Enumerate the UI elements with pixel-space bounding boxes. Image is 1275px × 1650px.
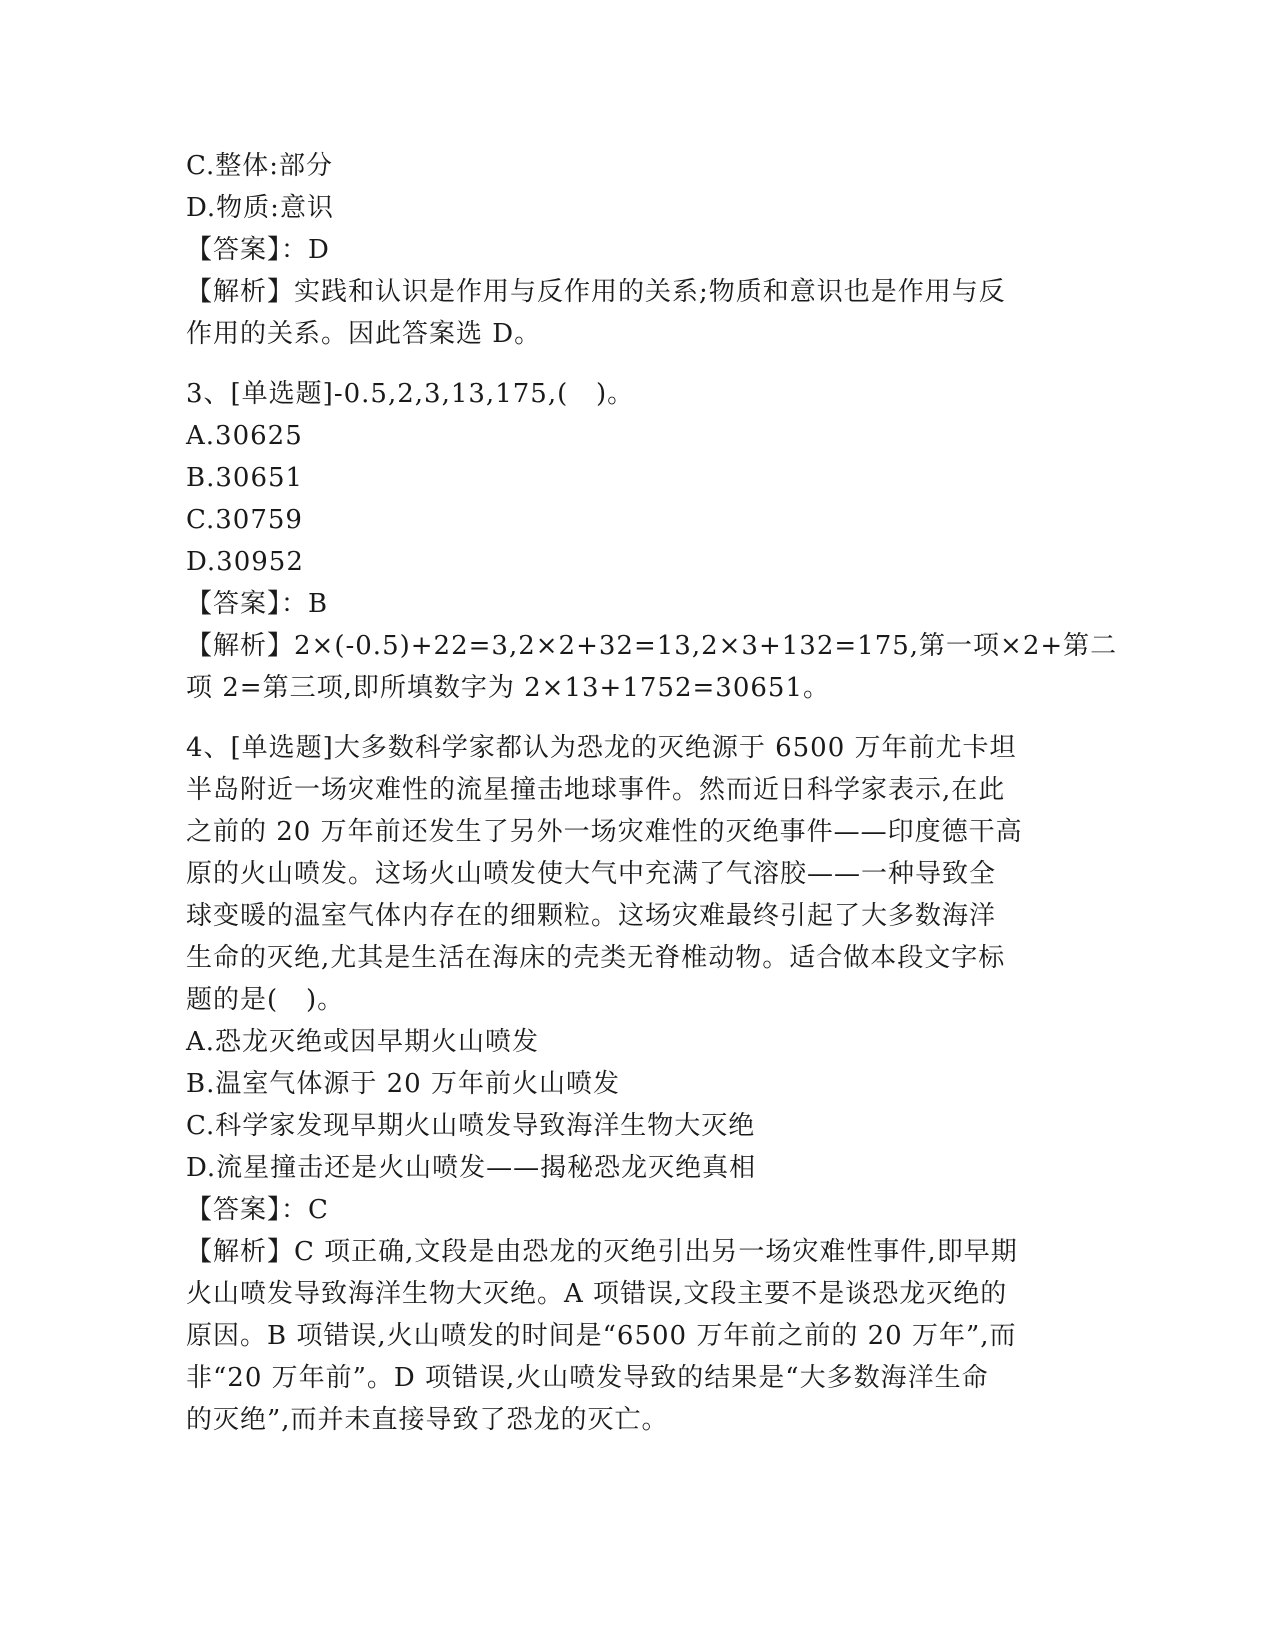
text-line: 作用的关系。因此答案选 D。	[186, 319, 542, 349]
text-line: C.30759	[186, 505, 303, 535]
block-gap	[186, 709, 1086, 727]
text-line: C.整体:部分	[186, 151, 333, 181]
text-line: 【答案】：C	[186, 1195, 329, 1225]
text-line: D.物质:意识	[186, 193, 334, 223]
text-line: 【答案】：D	[186, 235, 330, 265]
text-line: 生命的灭绝,尤其是生活在海床的壳类无脊椎动物。适合做本段文字标	[186, 943, 1006, 973]
text-line: C.科学家发现早期火山喷发导致海洋生物大灭绝	[186, 1111, 756, 1141]
text-line: 原的火山喷发。这场火山喷发使大气中充满了气溶胶——一种导致全	[186, 859, 997, 889]
text-line: 球变暖的温室气体内存在的细颗粒。这场灾难最终引起了大多数海洋	[186, 901, 997, 931]
text-line: D.30952	[186, 547, 304, 577]
text-line: A.恐龙灭绝或因早期火山喷发	[186, 1027, 540, 1057]
text-line: B.温室气体源于 20 万年前火山喷发	[186, 1069, 620, 1099]
question-block-q2-tail	[186, 145, 1086, 355]
text-line: B.30651	[186, 463, 304, 493]
text-line: 半岛附近一场灾难性的流星撞击地球事件。然而近日科学家表示,在此	[186, 775, 1006, 805]
question-block-q3	[186, 373, 1118, 709]
text-line: 【解析】实践和认识是作用与反作用的关系;物质和意识也是作用与反	[186, 277, 1006, 307]
text-line: D.流星撞击还是火山喷发——揭秘恐龙灭绝真相	[186, 1153, 757, 1183]
text-line: 的灭绝”,而并未直接导致了恐龙的灭亡。	[186, 1405, 669, 1435]
text-line: 3、[单选题]-0.5,2,3,13,175,( )。	[186, 379, 635, 409]
text-line: 非“20 万年前”。D 项错误,火山喷发导致的结果是“大多数海洋生命	[186, 1363, 989, 1393]
text-line: 4、[单选题]大多数科学家都认为恐龙的灭绝源于 6500 万年前尤卡坦	[186, 733, 1017, 763]
document-body	[186, 145, 1118, 1441]
question-block-q4	[186, 727, 1086, 1441]
text-line: A.30625	[186, 421, 303, 451]
text-line: 【解析】C 项正确,文段是由恐龙的灭绝引出另一场灾难性事件,即早期	[186, 1237, 1018, 1267]
text-line: 题的是( )。	[186, 985, 345, 1015]
text-line: 【解析】2×(-0.5)+22=3,2×2+32=13,2×3+132=175,第一项×2+第二	[186, 631, 1118, 661]
text-line: 火山喷发导致海洋生物大灭绝。A 项错误,文段主要不是谈恐龙灭绝的	[186, 1279, 1008, 1309]
text-line: 【答案】：B	[186, 589, 329, 619]
block-gap	[186, 355, 1086, 373]
text-line: 之前的 20 万年前还发生了另外一场灾难性的灭绝事件——印度德干高	[186, 817, 1023, 847]
text-line: 项 2=第三项,即所填数字为 2×13+1752=30651。	[186, 673, 830, 703]
text-line: 原因。B 项错误,火山喷发的时间是“6500 万年前之前的 20 万年”,而	[186, 1321, 1017, 1351]
